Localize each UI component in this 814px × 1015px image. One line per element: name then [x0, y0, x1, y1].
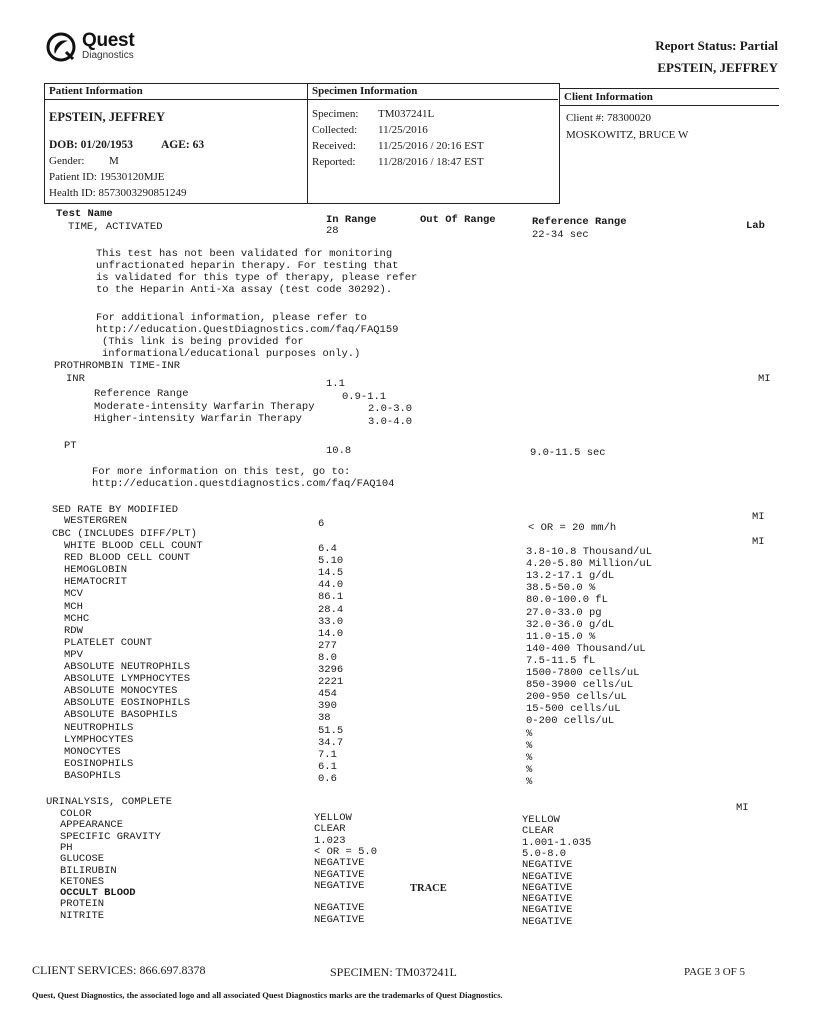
cbc-test-name: MCHC — [64, 612, 90, 625]
specimen-id: TM037241L — [378, 108, 435, 120]
ua-test-value: NEGATIVE — [314, 913, 365, 926]
ua-test-value: NEGATIVE — [314, 857, 365, 870]
client-info-panel — [559, 88, 779, 203]
ua-test-ref: NEGATIVE — [522, 859, 573, 872]
ptt-value: 28 — [326, 225, 339, 237]
cbc-test-value: 0.6 — [318, 772, 337, 785]
cbc-test-name: PLATELET COUNT — [64, 636, 153, 649]
ptt-note-line-2: unfractionated heparin therapy. For testing that — [96, 260, 399, 272]
ua-test-name: APPEARANCE — [60, 819, 124, 832]
cbc-test-name: LYMPHOCYTES — [64, 733, 134, 746]
patient-age: AGE: 63 — [161, 139, 205, 151]
ua-test-name: SPECIFIC GRAVITY — [60, 830, 161, 843]
patient-dob: DOB: 01/20/1953 — [49, 139, 134, 151]
cbc-test-ref: 140-400 Thousand/uL — [526, 642, 646, 655]
cbc-test-name: RDW — [64, 624, 83, 637]
collected-date: 11/25/2016 — [378, 124, 428, 136]
footer-client-services: CLIENT SERVICES: 866.697.8378 — [32, 963, 206, 977]
cbc-test-name: ABSOLUTE MONOCYTES — [64, 685, 178, 698]
cbc-test-value: 6.4 — [318, 543, 337, 555]
col-out-of-range: Out Of Range — [420, 214, 496, 226]
cbc-test-name: MCH — [64, 600, 83, 613]
cbc-test-name: MCV — [64, 588, 83, 601]
specimen-info-panel — [308, 84, 558, 203]
specimen-label: Specimen: — [312, 108, 359, 120]
quest-logo — [46, 30, 186, 70]
cbc-test-name: EOSINOPHILS — [64, 757, 134, 770]
ptt-info-line-1: For additional information, please refer to — [96, 312, 367, 324]
cbc-test-name: NEUTROPHILS — [64, 721, 134, 734]
received-date: 11/25/2016 / 20:16 EST — [378, 140, 484, 152]
pt-ref: 9.0-11.5 sec — [530, 447, 606, 459]
footer-specimen: SPECIMEN: TM037241L — [330, 965, 457, 979]
logo-subtitle: Diagnostics — [82, 50, 134, 61]
cbc-test-value: 28.4 — [318, 603, 344, 616]
pt-value: 10.8 — [326, 445, 352, 457]
inr-moderate-label: Moderate-intensity Warfarin Therapy — [94, 401, 315, 413]
cbc-test-value: 6.1 — [318, 760, 337, 773]
cbc-test-ref: % — [526, 763, 533, 776]
footer-trademark: Quest, Quest Diagnostics, the associated logo and all associated Quest Diagnostics marks are the trademarks of Quest Diagnostics. — [32, 990, 503, 1000]
patient-gender: M — [109, 155, 119, 167]
ua-test-value: NEGATIVE — [314, 868, 365, 881]
sed-rate-lab: MI — [752, 511, 765, 523]
ptt-note-line-4: to the Heparin Anti-Xa assay (test code 30292). — [96, 284, 393, 296]
ua-test-name: PH — [60, 841, 73, 854]
client-physician: MOSKOWITZ, BRUCE W — [566, 129, 689, 141]
ua-test-ref: YELLOW — [522, 814, 560, 826]
cbc-test-value: 44.0 — [318, 579, 344, 592]
patient-id: Patient ID: 19530120MJE — [49, 171, 165, 183]
cbc-test-value: 3296 — [318, 664, 344, 676]
logo-name: Quest — [82, 30, 135, 51]
cbc-test-value: 14.0 — [318, 627, 344, 640]
cbc-test-ref: % — [526, 751, 533, 764]
cbc-test-name: ABSOLUTE BASOPHILS — [64, 709, 178, 722]
cbc-test-name: MONOCYTES — [64, 745, 121, 758]
cbc-test-ref: 11.0-15.0 % — [526, 630, 596, 643]
ptt-info-link[interactable]: http://education.QuestDiagnostics.com/faq/FAQ159 — [96, 324, 399, 336]
inr-higher-label: Higher-intensity Warfarin Therapy — [94, 413, 302, 425]
cbc-test-ref: 850-3900 cells/uL — [526, 679, 634, 692]
cbc-test-ref: 80.0-100.0 fL — [526, 594, 608, 607]
cbc-test-value: 8.0 — [318, 651, 337, 664]
ua-test-ref: CLEAR — [522, 825, 554, 838]
pt-name: PT — [64, 440, 77, 452]
cbc-test-name: MPV — [64, 648, 83, 661]
cbc-test-value: 33.0 — [318, 615, 344, 628]
cbc-test-name: BASOPHILS — [64, 769, 121, 782]
footer-page-number: PAGE 3 OF 5 — [684, 966, 746, 978]
cbc-test-ref: 27.0-33.0 pg — [526, 606, 602, 619]
inr-lab: MI — [758, 373, 771, 385]
collected-label: Collected: — [312, 124, 358, 136]
cbc-test-ref: 7.5-11.5 fL — [526, 654, 596, 667]
ua-test-ref: NEGATIVE — [522, 893, 573, 906]
patient-name: EPSTEIN, JEFFREY — [49, 110, 165, 124]
urinalysis-lab: MI — [736, 802, 749, 814]
cbc-test-value: 14.5 — [318, 567, 344, 580]
cbc-test-value: 454 — [318, 688, 337, 701]
ua-test-value: 1.023 — [314, 834, 346, 847]
cbc-test-name: ABSOLUTE LYMPHOCYTES — [64, 673, 191, 686]
inr-value: 1.1 — [326, 378, 345, 390]
sed-rate-value: 6 — [318, 518, 325, 530]
ua-test-name: KETONES — [60, 875, 105, 888]
cbc-section: CBC (INCLUDES DIFF/PLT) — [52, 528, 197, 540]
cbc-test-value: 5.10 — [318, 555, 344, 568]
cbc-test-ref: 1500-7800 cells/uL — [526, 667, 640, 679]
sed-rate-ref: < OR = 20 mm/h — [528, 522, 617, 534]
ua-test-name: PROTEIN — [60, 898, 105, 911]
cbc-test-name: HEMOGLOBIN — [64, 564, 128, 577]
cbc-test-ref: 32.0-36.0 g/dL — [526, 618, 615, 631]
reported-date: 11/28/2016 / 18:47 EST — [378, 156, 484, 168]
cbc-test-name: RED BLOOD CELL COUNT — [64, 552, 191, 565]
cbc-test-value: 51.5 — [318, 724, 344, 737]
ua-test-name: COLOR — [60, 808, 92, 820]
patient-gender-label: Gender: — [49, 155, 85, 167]
report-status: Report Status: Partial — [655, 38, 778, 53]
inr-higher-value: 3.0-4.0 — [368, 416, 413, 428]
cbc-test-ref: 13.2-17.1 g/dL — [526, 570, 615, 583]
ua-test-value: NEGATIVE — [314, 879, 365, 892]
cbc-test-value: 2221 — [318, 676, 344, 689]
ua-test-ref: 5.0-8.0 — [522, 847, 567, 860]
cbc-test-value: 390 — [318, 700, 337, 713]
specimen-info-header: Specimen Information — [308, 84, 558, 100]
cbc-test-value: 277 — [318, 639, 337, 652]
cbc-test-ref: 4.20-5.80 Million/uL — [526, 558, 653, 571]
client-info-header: Client Information — [560, 89, 779, 106]
cbc-test-name: ABSOLUTE EOSINOPHILS — [64, 697, 191, 710]
inr-moderate-value: 2.0-3.0 — [368, 403, 413, 415]
ptt-note-line-3: is validated for this type of therapy, please refer — [96, 272, 418, 284]
quest-logo-icon — [46, 32, 76, 62]
ptt-info-line-3: (This link is being provided for — [102, 336, 304, 348]
ua-test-name: NITRITE — [60, 909, 105, 922]
ua-test-ref: 1.001-1.035 — [522, 836, 592, 849]
sed-rate-name-2: WESTERGREN — [64, 515, 128, 527]
health-id: Health ID: 8573003290851249 — [49, 187, 187, 199]
ptt-ref: 22-34 sec — [532, 229, 589, 241]
urinalysis-section: URINALYSIS, COMPLETE — [46, 796, 173, 808]
inr-ref-label: Reference Range — [94, 388, 189, 400]
cbc-test-ref: 38.5-50.0 % — [526, 582, 596, 595]
reported-label: Reported: — [312, 156, 356, 168]
patient-info-header: Patient Information — [45, 84, 307, 100]
cbc-test-name: HEMATOCRIT — [64, 576, 128, 589]
ua-test-value: CLEAR — [314, 823, 346, 836]
cbc-test-ref: % — [526, 727, 533, 740]
ua-test-value: YELLOW — [314, 812, 352, 824]
cbc-test-value: 34.7 — [318, 736, 344, 749]
client-number: Client #: 78300020 — [566, 112, 651, 124]
patient-info-panel — [45, 84, 308, 203]
ua-test-ref: NEGATIVE — [522, 870, 573, 883]
col-test-name: Test Name — [56, 208, 113, 220]
ua-test-value: NEGATIVE — [314, 902, 365, 915]
ua-out-of-range: TRACE — [410, 883, 447, 895]
cbc-test-ref: 0-200 cells/uL — [526, 715, 615, 728]
info-table — [44, 83, 560, 204]
ua-test-name: GLUCOSE — [60, 853, 105, 866]
ua-test-ref: NEGATIVE — [522, 915, 573, 928]
cbc-test-name: ABSOLUTE NEUTROPHILS — [64, 661, 191, 673]
ua-test-ref: NEGATIVE — [522, 904, 573, 917]
cbc-test-value: 38 — [318, 712, 331, 725]
ptt-note-line-1: This test has not been validated for monitoring — [96, 248, 393, 260]
col-lab: Lab — [746, 220, 765, 232]
inr-ref-value: 0.9-1.1 — [342, 391, 387, 403]
cbc-test-ref: 15-500 cells/uL — [526, 703, 621, 716]
col-in-range: In Range — [326, 214, 377, 226]
sed-rate-name-1: SED RATE BY MODIFIED — [52, 504, 179, 516]
ua-test-name: OCCULT BLOOD — [60, 887, 136, 900]
received-label: Received: — [312, 140, 356, 152]
ua-test-value: < OR = 5.0 — [314, 845, 378, 858]
pt-info-line-1: For more information on this test, go to: — [92, 466, 351, 478]
header-patient-name: EPSTEIN, JEFFREY — [657, 60, 778, 75]
ua-test-name: BILIRUBIN — [60, 864, 117, 877]
cbc-test-value: 86.1 — [318, 591, 344, 604]
cbc-lab: MI — [752, 536, 765, 548]
cbc-test-ref: 3.8-10.8 Thousand/uL — [526, 546, 653, 558]
inr-name: INR — [66, 373, 85, 385]
pt-info-link[interactable]: http://education.questdiagnostics.com/faq/FAQ104 — [92, 478, 395, 490]
cbc-test-ref: % — [526, 739, 533, 752]
cbc-test-value: 7.1 — [318, 748, 337, 761]
pt-inr-section: PROTHROMBIN TIME-INR — [54, 360, 181, 372]
col-reference-range: Reference Range — [532, 216, 627, 228]
ptt-info-line-4: informational/educational purposes only.) — [102, 348, 361, 360]
ua-test-ref: NEGATIVE — [522, 881, 573, 894]
cbc-test-ref: % — [526, 775, 533, 788]
cbc-test-name: WHITE BLOOD CELL COUNT — [64, 540, 203, 552]
ptt-name: TIME, ACTIVATED — [68, 221, 163, 233]
cbc-test-ref: 200-950 cells/uL — [526, 691, 627, 704]
